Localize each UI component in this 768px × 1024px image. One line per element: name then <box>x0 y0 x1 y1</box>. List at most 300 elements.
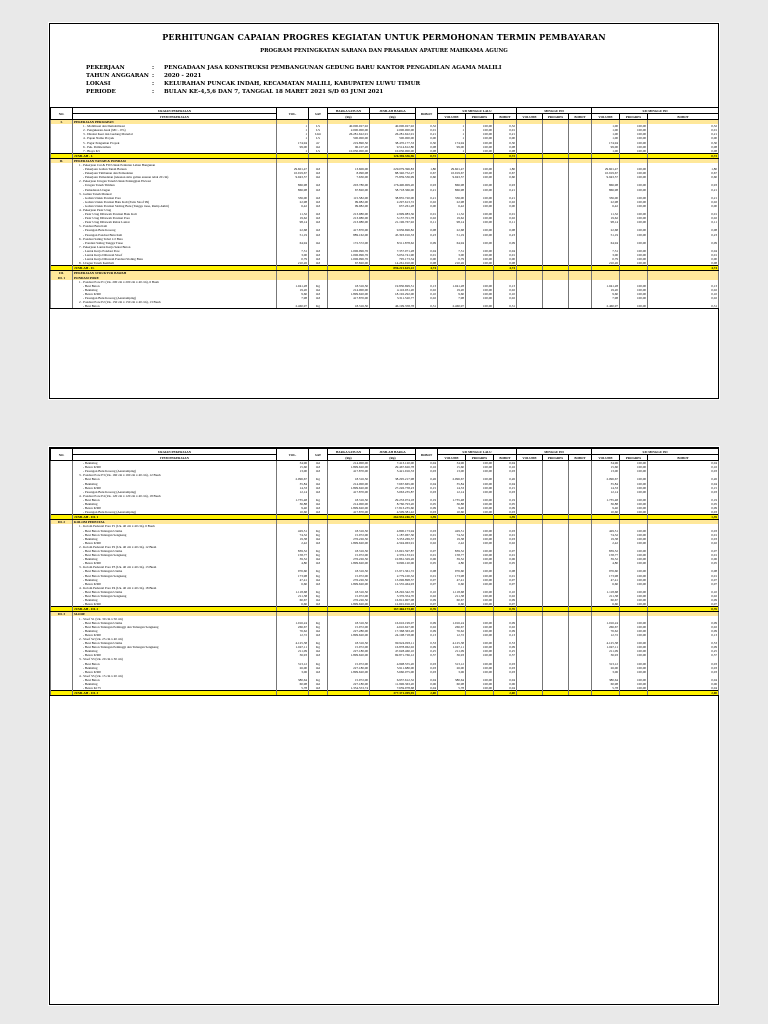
prev-weight: 0,06 <box>494 557 517 561</box>
cum-progress: 100,00 <box>620 477 648 481</box>
item-description: 2 . Pekerjaan Urugan Tanah Untuk Peninggian Elevasi <box>73 179 277 183</box>
cum-volume: 6,60 <box>592 582 620 586</box>
volume: 22,68 <box>277 228 309 232</box>
cum-volume: 3,06 <box>592 670 620 674</box>
unit-price: 26.281.622,91 <box>328 132 370 136</box>
cum-weight: 0,03 <box>648 529 719 533</box>
item-description: - Beton K300 <box>73 653 277 657</box>
prev-volume: 51,19 <box>438 233 466 237</box>
unit-price: 67.820,00 <box>328 188 370 192</box>
prev-weight: 0,09 <box>494 645 517 649</box>
cum-progress: 100,00 <box>620 653 648 657</box>
cum-progress: 100,00 <box>620 645 648 649</box>
item-description: PEKERJAAN TANAH & PONDASI <box>73 158 277 163</box>
col-sat: SAT <box>309 108 328 120</box>
total-price: 126.396.336,96 <box>370 153 416 158</box>
unit: m3 <box>309 204 328 208</box>
prev-weight: 0,16 <box>494 465 517 469</box>
prev-progress: 100,00 <box>466 582 494 586</box>
total-price: 16.878.062,02 <box>370 645 416 649</box>
cum-weight: 0,00 <box>648 136 719 140</box>
volume: 60,67 <box>277 598 309 602</box>
cum-progress: 100,00 <box>620 171 648 175</box>
cum-volume: 47,41 <box>592 578 620 582</box>
unit-price: 15.972,00 <box>328 553 370 557</box>
unit: m2 <box>309 578 328 582</box>
unit-price: 8.090,08 <box>328 171 370 175</box>
prev-volume: 266,67 <box>438 625 466 629</box>
cum-progress: 100,00 <box>620 578 648 582</box>
volume: 1.041,28 <box>277 284 309 288</box>
unit-price: 219.890,50 <box>328 140 370 144</box>
col-sat: SAT <box>309 449 328 461</box>
col-lalu: S/D MINGGU LALU <box>438 108 517 114</box>
cum-volume: 5,78 <box>592 686 620 691</box>
cum-progress: 100,00 <box>620 261 648 266</box>
cum-weight: 0,02 <box>648 200 719 204</box>
total-price: 29.233.074,18 <box>370 498 416 502</box>
prev-volume: 1.016,24 <box>438 621 466 625</box>
prev-weight: 0,00 <box>494 257 517 261</box>
item-description: - Pekerjaan Pemadatan (tekanan sirtu galian ananan tebal 20 cm) <box>73 175 277 179</box>
prev-progress: 100,00 <box>466 678 494 682</box>
total-price: 7.667.665,00 <box>370 481 416 485</box>
col-sd-ini-progres: PROGRES <box>620 455 648 461</box>
prev-progress: 100,00 <box>466 574 494 578</box>
unit-price: 18.316,50 <box>328 621 370 625</box>
prev-progress: 100,00 <box>466 662 494 666</box>
total-price: 500.000,00 <box>370 136 416 140</box>
unit: Kg <box>309 662 328 666</box>
item-description: KOLOM PEDESTAL <box>73 520 277 525</box>
weight: 0,04 <box>416 481 438 485</box>
unit-price: 18.316,50 <box>328 477 370 481</box>
cum-volume: 51,19 <box>592 233 620 237</box>
total-price: 13.691.597,87 <box>370 549 416 553</box>
weight: 0,08 <box>416 145 438 149</box>
cum-volume: 1.047,11 <box>592 645 620 649</box>
cum-progress: 100,00 <box>620 145 648 149</box>
unit: m2 <box>309 537 328 541</box>
total-price: 99.924.093,11 <box>370 641 416 645</box>
prev-progress: 100,00 <box>466 477 494 481</box>
unit-price: 18.316,50 <box>328 549 370 553</box>
cum-weight: 0,02 <box>648 296 719 300</box>
prev-progress: 100,00 <box>466 686 494 691</box>
cum-progress: 100,00 <box>620 196 648 200</box>
weight: 0,09 <box>416 241 438 245</box>
prev-volume: 5,78 <box>438 686 466 691</box>
cum-progress: 100,00 <box>620 625 648 629</box>
cum-weight: 0,03 <box>648 490 719 494</box>
cum-volume: 74,32 <box>592 533 620 537</box>
prev-progress: 100,00 <box>466 490 494 494</box>
prev-weight: 0,93 <box>494 183 517 187</box>
cum-weight: 0,03 <box>648 469 719 473</box>
item-description: - Bekisting <box>73 461 277 466</box>
volume: 13,00 <box>277 469 309 473</box>
weight: 0,04 <box>416 686 438 691</box>
item-description: - Besi Beton <box>73 678 277 682</box>
unit: m2 <box>309 666 328 670</box>
volume: 211,09 <box>277 649 309 653</box>
cum-weight: 0,09 <box>648 506 719 510</box>
cum-progress: 100,00 <box>620 140 648 144</box>
cum-volume: 6,60 <box>592 602 620 607</box>
weight: 4,74 <box>416 266 438 271</box>
prev-progress: 100,00 <box>466 533 494 537</box>
prev-progress: 100,00 <box>466 261 494 266</box>
cum-progress: 100,00 <box>620 204 648 208</box>
unit-price: 7.630,00 <box>328 175 370 179</box>
item-description: 1 . Mobilisasi dan Demobilisasi <box>73 124 277 128</box>
volume: 210,26 <box>277 261 309 266</box>
unit-price: 214.000,00 <box>328 461 370 466</box>
unit-price: 203.780,00 <box>328 183 370 187</box>
cum-volume: 12,14 <box>592 490 620 494</box>
prev-progress: 100,00 <box>466 653 494 657</box>
cum-volume: 3,00 <box>592 253 620 257</box>
unit: Kg <box>309 569 328 573</box>
prev-progress: 100,00 <box>466 296 494 300</box>
prev-progress: 100,00 <box>466 578 494 582</box>
item-description: 2 . Pengukuran Awal (MC - 0%) <box>73 128 277 132</box>
prev-weight: 0,04 <box>494 678 517 682</box>
col-bobot: BOBOT <box>416 108 438 120</box>
prev-progress: 100,00 <box>466 561 494 565</box>
col-ini: MINGGU INI <box>517 449 592 455</box>
cum-progress: 100,00 <box>620 594 648 598</box>
prev-progress: 100,00 <box>466 629 494 633</box>
weight: 0,02 <box>416 541 438 545</box>
item-description: 3 . Sloof S3 (Uk. 20 cm x 30 cm) <box>73 657 277 661</box>
cum-weight: 0,32 <box>648 124 719 128</box>
prev-volume: 7,98 <box>438 296 466 300</box>
cum-progress: 100,00 <box>620 212 648 216</box>
weight: 0,16 <box>416 465 438 469</box>
volume: 1 <box>277 132 309 136</box>
col-no: NO. <box>51 108 73 120</box>
total-price: 896.221.625,22 <box>370 266 416 271</box>
unit-price: 1.006.996,76 <box>328 257 370 261</box>
item-description: - Bekisting <box>73 537 277 541</box>
total-price: 45.393.016,33 <box>370 233 416 237</box>
prev-progress: 100,00 <box>466 481 494 485</box>
item-description: 2 . Pondasi Pore P2 (Uk. 150 cm x 150 cm x 40 cm), 13 Buah <box>73 300 277 304</box>
volume: 866,98 <box>277 183 309 187</box>
cum-volume: 2,42 <box>592 541 620 545</box>
total-price: 75.839.536,99 <box>370 175 416 179</box>
weight: 0,02 <box>416 216 438 220</box>
unit: m3 <box>309 261 328 266</box>
cum-progress: 100,00 <box>620 200 648 204</box>
weight: 0,13 <box>416 633 438 637</box>
info-row-lokasi: LOKASI : KELURAHAN PUNCAK INDAH, KECAMATAN MALILI, KABUPATEN LUWU TIMUR <box>86 81 421 87</box>
cum-volume: 10.919,67 <box>592 171 620 175</box>
prev-volume: 2.460,97 <box>438 304 466 309</box>
weight: 0,30 <box>416 140 438 144</box>
total-price: 4.594.063,91 <box>370 541 416 545</box>
prev-progress: 100,00 <box>466 188 494 192</box>
table-row <box>51 304 719 309</box>
weight: 0,13 <box>416 284 438 288</box>
unit: m3 <box>309 490 328 494</box>
unit-price: 1.006.996,76 <box>328 249 370 253</box>
total-price: 262.932.246,79 <box>370 515 416 520</box>
cum-volume: 313,12 <box>592 662 620 666</box>
prev-progress: 100,00 <box>466 506 494 510</box>
volume: 10.919,67 <box>277 171 309 175</box>
cum-progress: 100,00 <box>620 188 648 192</box>
cum-volume: 36,93 <box>592 653 620 657</box>
prev-weight: 0,25 <box>494 649 517 653</box>
cum-weight: 0,21 <box>648 132 719 136</box>
total-price: 8.511.878,62 <box>370 241 416 245</box>
prev-volume: 29.601,47 <box>438 167 466 171</box>
prev-weight: 0,31 <box>494 304 517 309</box>
unit: m3 <box>309 183 328 187</box>
total-price: 3.157.701,78 <box>370 216 416 220</box>
item-description: PONDASI PORE <box>73 275 277 279</box>
cum-volume: 39,52 <box>592 557 620 561</box>
volume: 19,62 <box>277 216 309 220</box>
cum-volume: 7,31 <box>592 249 620 253</box>
prev-volume: 174,94 <box>438 140 466 144</box>
total-price: 6.937.612,32 <box>370 678 416 682</box>
item-description: - Pasangan Batu Kosong (Aanstamping) <box>73 490 277 494</box>
unit-price: 1.899.620,00 <box>328 506 370 510</box>
volume: 174,94 <box>277 140 309 144</box>
prev-volume: 173,98 <box>438 574 466 578</box>
col-lalu-bobot: BOBOT <box>494 114 517 120</box>
col-jumlah: JUMLAH HARGA <box>370 108 416 114</box>
cum-volume: 14,33 <box>592 486 620 490</box>
prev-volume: 47,41 <box>438 578 466 582</box>
row-number: I. <box>51 120 73 125</box>
prev-volume: 1.118,68 <box>438 590 466 594</box>
total-price: 11.996.363,20 <box>370 682 416 686</box>
volume: 51,19 <box>277 233 309 237</box>
weight: 0,23 <box>416 233 438 237</box>
cum-volume: 976,60 <box>592 569 620 573</box>
volume: 976,60 <box>277 569 309 573</box>
item-description: 5 . Pondasi Batu Kali <box>73 224 277 228</box>
weight: 0,04 <box>416 678 438 682</box>
prev-volume: 2,42 <box>438 541 466 545</box>
total-price: 9.514.612,80 <box>370 145 416 149</box>
total-price: 47.628.460,10 <box>370 649 416 653</box>
col-vol: VOL. <box>277 108 309 120</box>
unit: Unit <box>309 132 328 136</box>
subtotal-row <box>51 691 719 696</box>
prev-progress: 100,00 <box>466 621 494 625</box>
cum-progress: 100,00 <box>620 124 648 128</box>
cum-volume: 7,98 <box>592 296 620 300</box>
prev-volume: 98,14 <box>438 220 466 224</box>
total-price: 7.413.120,00 <box>370 461 416 466</box>
prev-weight: 0,21 <box>494 132 517 136</box>
item-description: - Beton K300 <box>73 670 277 674</box>
volume: 74,32 <box>277 533 309 537</box>
prev-weight: 0,03 <box>494 529 517 533</box>
cum-weight: 0,53 <box>648 641 719 645</box>
prev-progress: 100,00 <box>466 502 494 506</box>
total-price: 5.063.235,87 <box>370 490 416 494</box>
volume: 14,33 <box>277 486 309 490</box>
total-price: 2.999.983,36 <box>370 212 416 216</box>
unit-price: 15.972,00 <box>328 678 370 682</box>
total-price: 88.340.752,27 <box>370 171 416 175</box>
prev-volume: 9,60 <box>438 292 466 296</box>
unit: Kg <box>309 477 328 481</box>
volume: 9.943,57 <box>277 175 309 179</box>
cum-volume: 36,88 <box>592 502 620 506</box>
cum-weight: 0,00 <box>648 204 719 208</box>
total-price: 3.032.741,90 <box>370 253 416 257</box>
prev-progress: 100,00 <box>466 200 494 204</box>
prev-progress: 100,00 <box>466 549 494 553</box>
unit: m3 <box>309 249 328 253</box>
unit-price: 1.899.620,00 <box>328 561 370 565</box>
prev-progress: 100,00 <box>466 498 494 502</box>
volume: 9,40 <box>277 506 309 510</box>
unit-price: 276.226,50 <box>328 537 370 541</box>
weight: 0,02 <box>416 200 438 204</box>
col-lalu-progres: PROGRES <box>466 455 494 461</box>
unit: m3 <box>309 633 328 637</box>
item-description: - Bekisting <box>73 288 277 292</box>
weight: 0,09 <box>416 598 438 602</box>
item-description: PEKERJAAN STRUKTUR BAWAH <box>73 271 277 276</box>
item-description: - Beton K300 <box>73 602 277 607</box>
cum-weight: 0,08 <box>648 228 719 232</box>
total-price: 637.261,28 <box>370 204 416 208</box>
row-number: III. 2 <box>51 520 73 525</box>
weight: 0,08 <box>416 228 438 232</box>
col-jumlah-unit: (Rp) <box>370 455 416 461</box>
prev-volume: 19,20 <box>438 288 466 292</box>
volume: 2.460,97 <box>277 304 309 309</box>
prev-volume: 36,93 <box>438 653 466 657</box>
item-description: - Besi Beton Tulangan Utama <box>73 590 277 594</box>
prev-volume: 158,77 <box>438 553 466 557</box>
cum-progress: 100,00 <box>620 582 648 586</box>
cum-weight: 0,21 <box>648 188 719 192</box>
cum-weight: 0,04 <box>648 481 719 485</box>
unit: m3 <box>309 469 328 473</box>
item-description: - Galian Untuk Pondasi Sloling Batu (Tangga trese, Ramp Akhir) <box>73 204 277 208</box>
cum-volume: 2.096,67 <box>592 477 620 481</box>
cum-progress: 100,00 <box>620 304 648 309</box>
prev-volume: 1.041,28 <box>438 284 466 288</box>
total-price: 21.196.767,92 <box>370 220 416 224</box>
prev-progress: 100,00 <box>466 167 494 171</box>
cum-weight: 0,09 <box>648 241 719 245</box>
prev-weight: 0,08 <box>494 261 517 266</box>
col-ini: MINGGU INI <box>517 108 592 114</box>
cum-weight: 0,23 <box>648 233 719 237</box>
unit-price: 889.162,00 <box>328 233 370 237</box>
prev-progress: 100,00 <box>466 537 494 541</box>
prev-volume <box>438 691 466 696</box>
weight: 0,03 <box>416 510 438 515</box>
cum-weight: 0,30 <box>648 140 719 144</box>
item-description: - Pasangan Batu Kosong (Aanstamping) <box>73 510 277 515</box>
col-ini-progres: PROGRES <box>543 455 569 461</box>
volume: 76,62 <box>277 629 309 633</box>
cum-volume <box>592 691 620 696</box>
prev-weight: 0,02 <box>494 594 517 598</box>
item-description: - Urugan Tanah Timbun <box>73 183 277 187</box>
weight: 0,08 <box>416 149 438 154</box>
prev-volume: 11,32 <box>438 212 466 216</box>
volume: 1.047,11 <box>277 645 309 649</box>
item-description: - Beton K300 <box>73 292 277 296</box>
unit: Kg <box>309 529 328 533</box>
cum-weight: 0,01 <box>648 212 719 216</box>
unit: Kg <box>309 590 328 594</box>
weight: 0,21 <box>416 188 438 192</box>
unit-price: 1.006.996,76 <box>328 253 370 257</box>
unit-price: 417.870,00 <box>328 510 370 515</box>
prev-progress: 100,00 <box>466 233 494 237</box>
cum-weight: 0,03 <box>648 510 719 515</box>
volume: 35,84 <box>277 481 309 485</box>
cum-weight: 0,08 <box>648 145 719 149</box>
item-description: 4 . Kolom Pedestal Pore P4 (Uk. 40 cm x 40 cm), 18 Buah <box>73 586 277 590</box>
col-lalu-volume: VOLUME <box>438 455 466 461</box>
item-description: - Besi Beton Tulangan Sengkang <box>73 594 277 598</box>
unit: m3 <box>309 292 328 296</box>
volume: 839,52 <box>277 549 309 553</box>
total-price: 38.470.177,33 <box>370 140 416 144</box>
unit: m2 <box>309 649 328 653</box>
item-description: - Pondasi Saling Tangga Trese <box>73 241 277 245</box>
cum-weight: 0,05 <box>648 561 719 565</box>
volume: 29.601,47 <box>277 167 309 171</box>
volume: 266,67 <box>277 625 309 629</box>
total-price: 18.292.342,70 <box>370 590 416 594</box>
prev-progress: 100,00 <box>466 682 494 686</box>
col-bobot: BOBOT <box>416 449 438 461</box>
unit: m3 <box>309 670 328 674</box>
prev-progress: 100,00 <box>466 124 494 128</box>
volume: 19,20 <box>277 288 309 292</box>
unit: m3 <box>309 653 328 657</box>
weight: 0,21 <box>416 196 438 200</box>
cum-volume: 9,40 <box>592 506 620 510</box>
total-price: 38.835.720,00 <box>370 196 416 200</box>
col-lalu-volume: VOLUME <box>438 114 466 120</box>
item-description: - Besi Beton Tulangan Peminggi dan Tulangan Sengkang <box>73 645 277 649</box>
prev-volume: 3,00 <box>438 253 466 257</box>
cum-volume: 10,60 <box>592 510 620 515</box>
unit-price: 10.030.000,00 <box>328 149 370 154</box>
volume: 7,98 <box>277 296 309 300</box>
cum-progress: 100,00 <box>620 598 648 602</box>
cum-progress: 100,00 <box>620 469 648 473</box>
volume: 39,52 <box>277 557 309 561</box>
total-price: 229.079.396,83 <box>370 167 416 171</box>
total-price: 5.421.916,33 <box>370 469 416 473</box>
cum-progress: 100,00 <box>620 465 648 469</box>
unit-price: 18.316,50 <box>328 284 370 288</box>
unit-price: 96.107,20 <box>328 145 370 149</box>
cum-progress: 100,00 <box>620 167 648 171</box>
unit: m3 <box>309 686 328 691</box>
prev-weight: 0,04 <box>494 481 517 485</box>
total-price: 15.971.361,72 <box>370 569 416 573</box>
